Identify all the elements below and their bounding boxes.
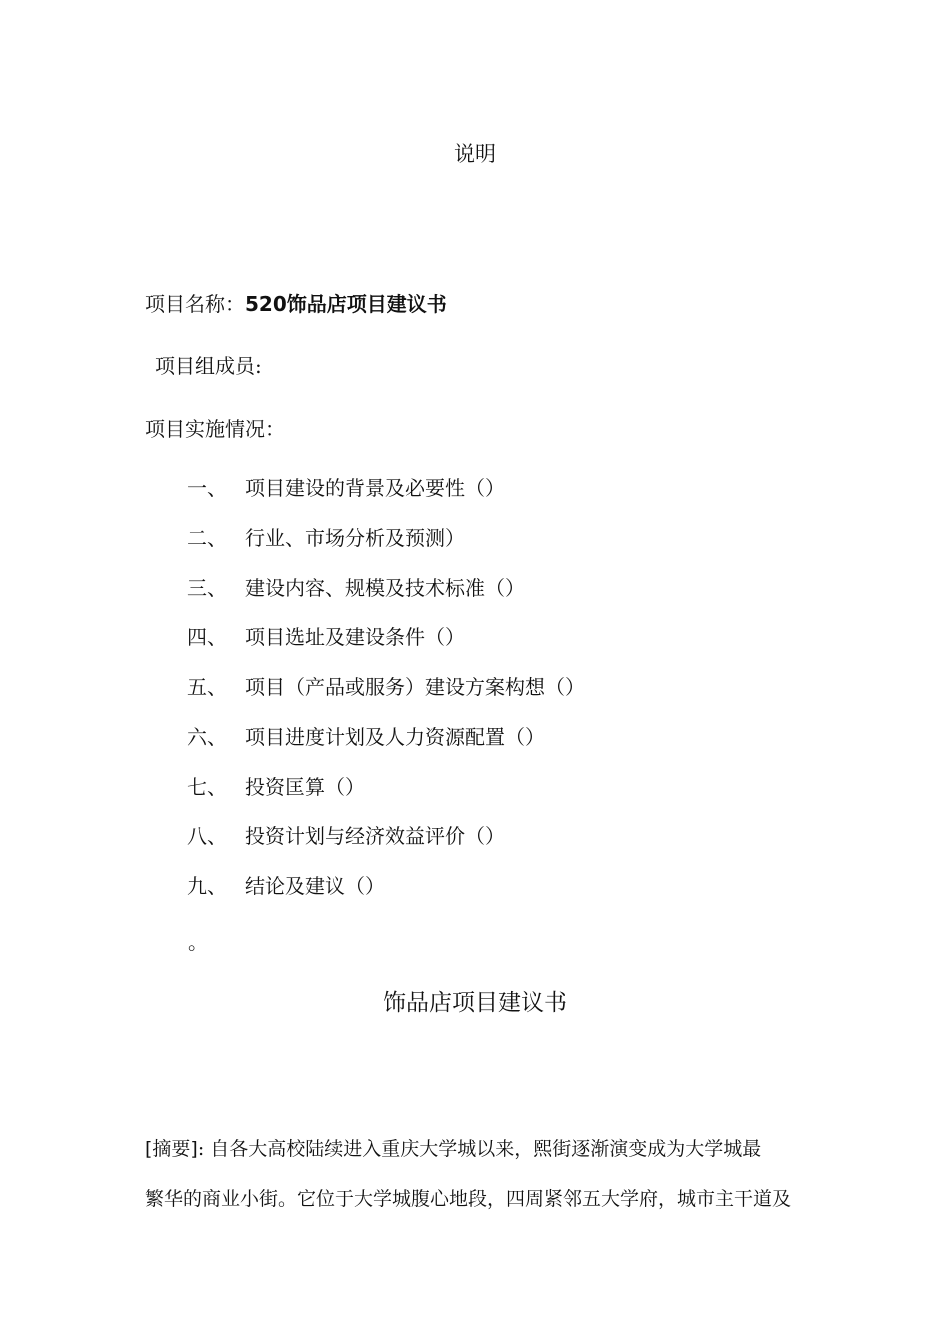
toc-item-text: 项目进度计划及人力资源配置（） (245, 725, 545, 749)
toc-item (187, 573, 525, 603)
toc-item-number: 三、 (187, 576, 227, 600)
project-name-line (145, 288, 447, 317)
toc-item-text: 项目（产品或服务）建设方案构想（） (245, 675, 585, 699)
abstract-paragraph-line (145, 1134, 761, 1161)
toc-item (187, 672, 585, 702)
toc-item (187, 473, 505, 503)
project-name-label: 项目名称： (145, 292, 245, 316)
abstract-paragraph-line: 繁华的商业小街。它位于大学城腹心地段，四周紧邻五大学府，城市主干道及 (145, 1188, 792, 1210)
toc-item-number: 五、 (187, 675, 227, 699)
period-mark: 。 (188, 930, 208, 954)
toc-item-number: 六、 (187, 725, 227, 749)
toc-item-text: 建设内容、规模及技术标准（） (245, 576, 525, 600)
toc-item (187, 523, 465, 553)
implementation-label: 项目实施情况： (145, 417, 285, 441)
toc-item (187, 821, 505, 851)
toc-item-number: 一、 (187, 476, 227, 500)
section-title: 饰品店项目建议书 (383, 990, 567, 1016)
toc-item (187, 622, 465, 652)
toc-item-text: 结论及建议（） (245, 874, 385, 898)
toc-item-number: 八、 (187, 824, 227, 848)
project-members-label: 项目组成员: (155, 354, 262, 378)
toc-item-text: 项目选址及建设条件（） (245, 625, 465, 649)
toc-item (187, 772, 365, 802)
abstract-label: [摘要] (145, 1138, 198, 1160)
abstract-text: : 自各大高校陆续进入重庆大学城以来，熙街逐渐演变成为大学城最 (197, 1138, 762, 1160)
toc-item-number: 七、 (187, 775, 227, 799)
toc-item-text: 投资计划与经济效益评价（） (245, 824, 505, 848)
document-title: 说明 (454, 142, 496, 166)
toc-item-text: 项目建设的背景及必要性（） (245, 476, 505, 500)
toc-item-number: 二、 (187, 526, 227, 550)
toc-item (187, 871, 385, 901)
project-name-value: 520饰品店项目建议书 (245, 292, 447, 316)
toc-item-number: 四、 (187, 625, 227, 649)
toc-item (187, 722, 545, 752)
toc-item-text: 投资匡算（） (245, 775, 365, 799)
toc-item-text: 行业、市场分析及预测） (245, 526, 465, 550)
toc-item-number: 九、 (187, 874, 227, 898)
